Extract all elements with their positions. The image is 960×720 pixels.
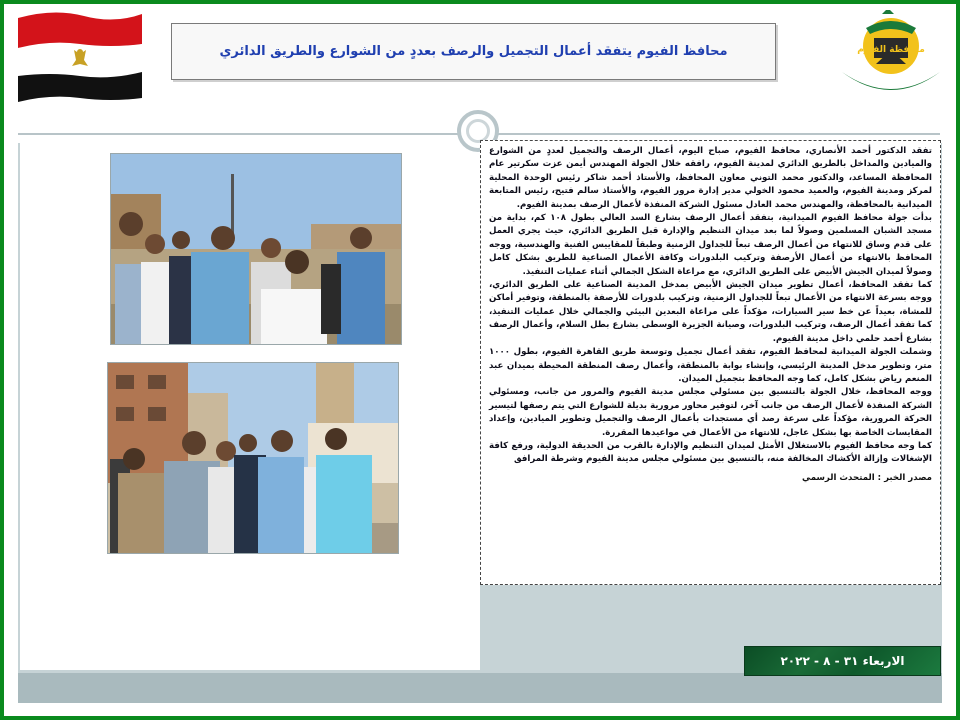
fayoum-governorate-logo-icon — [836, 10, 946, 102]
article-paragraph: تفقد الدكتور أحمد الأنصاري، محافظ الفيوم، صباح اليوم، أعمال الرصف والتجميل لعددٍ من الشوارع والميادين والمداخل بالطريق الدائري لمدينة الفيوم، رافقه خلال الجولة المهندس أيمن عزت سكرتير عام المحافظة المساعد، والدكتور محمد التوني معاون المحافظ، والأستاذ أحمد شاكر رئيس الوحدة المحلية لمركز ومدينة الفيوم، والعميد محمود الخولي مدير إدارة مرور الفيوم، والأستاذ سالم فتيح، رئيس المتابعة الميدانية بالمحافظة، والمهندس محمد العادل مسئول الشركة المنفذة لأعمال الرصف بمدينة الفيوم. — [489, 146, 932, 210]
article-paragraph: وشملت الجولة الميدانية لمحافظ الفيوم، تفقد أعمال تجميل وتوسعة طريق القاهرة الفيوم، بطول ١٠٠٠ متر، وتطوير مدخل المدينة الرئيسي، وإنشاء بوابة بالمنطقة، وأعمال رصف المنطقة المحيطة بميدان عبد المنعم رياض بشكل كامل، كما وجه المحافظ بتجميل الميدان. — [489, 347, 932, 384]
publish-date: الاربعاء ٣١ - ٨ - ٢٠٢٢ — [780, 654, 905, 668]
article-box — [480, 140, 941, 585]
article-paragraph: ووجه المحافظ، خلال الجولة بالتنسيق بين مسئولي مجلس مدينة الفيوم والمرور من جانب، ومسئولي الشركة المنفذة لأعمال الرصف من جانب آخر، لتوفير محاور مرورية بديلة للشوارع التي يتم رصفها لتيسير الحركة المرورية، مؤكداً على سرعة رصد أي مستجدات بأعمال الرصف والتجميل وتطوير الميادين، وإعداد المقايسات الخاصة بها بشكل عاجل، للانتهاء من الأعمال في مواعيدها المقررة. — [489, 387, 932, 438]
article-body — [489, 145, 932, 467]
news-source: مصدر الخبر : المتحدث الرسمي — [802, 472, 932, 483]
inspection-photo-2 — [107, 362, 399, 554]
article-paragraph: كما وجه محافظ الفيوم بالاستغلال الأمثل لميدان التنظيم والإدارة بالقرب من الحديقة الدولية، ورفع كافة الإشغالات وإزالة الأكشاك المخالفة منه، بالتنسيق بين مسئولي مجلس مدينة الفيوم وشرطة المرافق — [489, 440, 932, 465]
inspection-photo-1 — [110, 153, 402, 345]
title-box — [171, 23, 776, 80]
footer-band — [18, 673, 942, 703]
logo-text: محافظة الفيوم — [857, 45, 925, 55]
article-paragraph: بدأت جولة محافظ الفيوم الميدانية، بتفقد أعمال الرصف بشارع السد العالي بطول ١٠٨ كم، بداية من مسجد الشبان المسلمين وصولاً لما بعد ميدان التنظيم والإدارة قبل الطريق الدائري، حيث يجري العمل على قدم وساق للانتهاء من أعمال الرصف تبعاً للجداول الزمنية وطبقاً للمقاييس الفنية والهندسية، ووجه المحافظ بالانتهاء من أعمال الأرصفة وتركيب البلدورات وكافة الأعمال الصناعية للطريق بشكل كامل وصولاً لميدان الجيش الأبيض على الطريق الدائري، مع مراعاة الشكل الجمالي أثناء عمليات التنفيذ. — [489, 213, 932, 277]
date-box — [744, 646, 941, 676]
article-paragraph: كما تفقد المحافظ، أعمال تطوير ميدان الجيش الأبيض بمدخل المدينة الصناعية على الطريق الدائري، ووجه بسرعة الانتهاء من الأعمال تبعاً للجداول الزمنية، وتركيب بلدورات للأرصفة بالمنطقة، وتوفير أماكن للمشاة، بعيداً عن خط سير السيارات، مؤكداً على مراعاة البعدين البيئي والجمالي خلال عمليات التنفيذ، كما تفقد أعمال الرصف، وتركيب البلدورات، وصيانة الجزيرة الوسطى بشارع بطل السلام، وأعمال الرصف بشارع أحمد حلمي داخل مدينة الفيوم. — [489, 280, 932, 344]
page-title: محافظ الفيوم يتفقد أعمال التجميل والرصف بعددٍ من الشوارع والطريق الدائري — [219, 44, 728, 59]
egypt-flag-icon — [14, 8, 146, 102]
